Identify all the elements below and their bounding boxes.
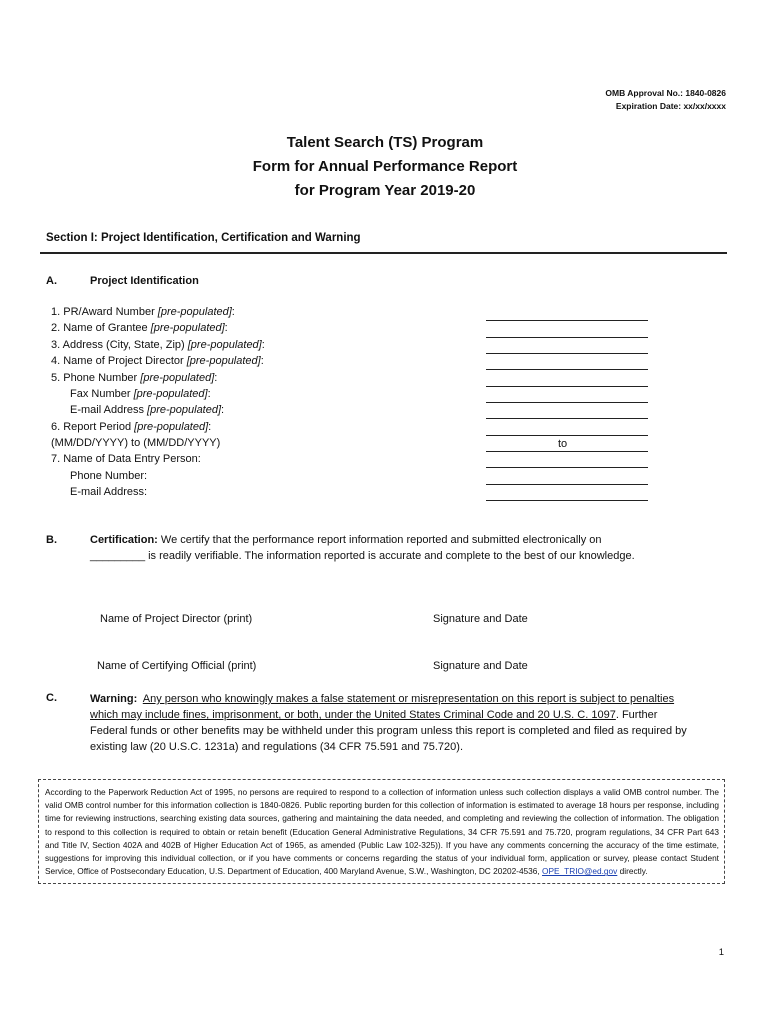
warning-text [90, 691, 730, 755]
omb-info [605, 87, 726, 113]
title-line-1: Talent Search (TS) Program [286, 134, 484, 151]
warning-label: Warning: [90, 693, 138, 705]
director-name-label: Name of Project Director (print) [100, 613, 253, 625]
title-line-2: Form for Annual Performance Report [252, 158, 518, 175]
omb-approval-number: OMB Approval No.: 1840-0826 [605, 88, 726, 98]
certification-label: Certification: [90, 534, 158, 546]
field-line-phone[interactable] [486, 386, 648, 387]
title-line-3: for Program Year 2019-20 [294, 182, 476, 199]
expiration-date: Expiration Date: xx/xx/xxxx [615, 101, 726, 111]
field-line-data-entry-phone[interactable] [486, 484, 648, 485]
part-c-letter: C. [46, 692, 57, 704]
certification-line-2: _________ is readily verifiable. The information reported is accurate and complete to the best of our knowledge. [90, 550, 635, 562]
director-signature-label: Signature and Date [433, 613, 528, 625]
field-line-grantee[interactable] [486, 337, 648, 338]
official-name-label: Name of Certifying Official (print) [97, 660, 257, 672]
field-label-fax: Fax Number [pre-populated]: [70, 388, 211, 400]
field-label-date-format: (MM/DD/YYYY) to (MM/DD/YYYY) [51, 437, 221, 449]
field-label-phone: 5. Phone Number [pre-populated]: [51, 372, 218, 384]
field-line-director[interactable] [486, 369, 648, 370]
warning-line-4: existing law (20 U.S.C. 1231a) and regulations (34 CFR 75.591 and 75.720). [90, 741, 463, 753]
certification-line-1: Certification: We certify that the performance report information reported and submitted electronically on [90, 534, 602, 546]
field-line-data-entry-email[interactable] [486, 500, 648, 501]
field-line-report-period[interactable] [486, 435, 648, 436]
field-label-report-period: 6. Report Period [pre-populated]: [51, 421, 212, 433]
field-label-grantee: 2. Name of Grantee [pre-populated]: [51, 322, 228, 334]
field-label-pr-award: 1. PR/Award Number [pre-populated]: [51, 306, 235, 318]
part-a-heading: Project Identification [90, 275, 199, 287]
field-line-address[interactable] [486, 353, 648, 354]
page-number: 1 [718, 947, 724, 958]
field-line-fax[interactable] [486, 402, 648, 403]
field-line-period-dates[interactable] [486, 451, 648, 452]
section-heading: Section I: Project Identification, Certification and Warning [46, 232, 361, 244]
official-signature-label: Signature and Date [433, 660, 528, 672]
field-label-data-entry-person: 7. Name of Data Entry Person: [51, 453, 201, 465]
field-label-data-entry-phone: Phone Number: [70, 470, 148, 482]
warning-line-2: which may include fines, imprisonment, or both, under the United States Criminal Code and 20 U.S. C. 1097. Further [90, 709, 658, 721]
part-a-letter: A. [46, 275, 57, 287]
field-label-email: E-mail Address [pre-populated]: [70, 404, 225, 416]
form-title [0, 131, 770, 203]
contact-email-link[interactable]: OPE_TRIO@ed.gov [542, 866, 618, 877]
field-label-address: 3. Address (City, State, Zip) [pre-populated]: [51, 339, 265, 351]
field-line-data-entry-person[interactable] [486, 467, 648, 468]
field-line-pr-award[interactable] [486, 320, 648, 321]
field-line-email[interactable] [486, 418, 648, 419]
section-divider [40, 252, 727, 254]
warning-line-3: Federal funds or other benefits may be withheld under this program unless this report is completed and filed as required by [90, 725, 687, 737]
field-label-director: 4. Name of Project Director [pre-populated]: [51, 355, 264, 367]
paperwork-burden-statement: According to the Paperwork Reduction Act of 1995, no persons are required to respond to a collection of information unless such collection displays a valid OMB control number. The valid OMB control number for this information collection is 1840-0826. Public reporting burden for this collection of information is estimated to average 18 hours per response, including time for reviewing instructions, searching existing data sources, gathering and maintaining the data needed, and completing and reviewing the collection of information. The obligation to respond to this collection is required to obtain or retain benefit (Education General Administrative Regulations, 34 CFR 75.591 and 75.720, program regulations, 34 CFR Part 643 and Title IV, Section 402A and 402B of Higher Education Act of 1965, as amended (Public Law 102-325)). If you have any comments concerning the accuracy of the time estimate, suggestions for improving this individual collection, or if you have comments or concerns regarding the status of your individual form, application or survey, please contact Student Service, Office of Postsecondary Education, U.S. Department of Education, 400 Maryland Avenue, S.W., Washington, DC 20202-4536, OPE_TRIO@ed.gov directly. [38, 779, 725, 884]
certification-text [90, 532, 730, 564]
field-label-data-entry-email: E-mail Address: [70, 486, 148, 498]
part-b-letter: B. [46, 534, 57, 546]
warning-line-1: Warning: Any person who knowingly makes a false statement or misrepresentation on this report is subject to penalties [90, 693, 675, 705]
report-period-to: to [558, 438, 568, 450]
